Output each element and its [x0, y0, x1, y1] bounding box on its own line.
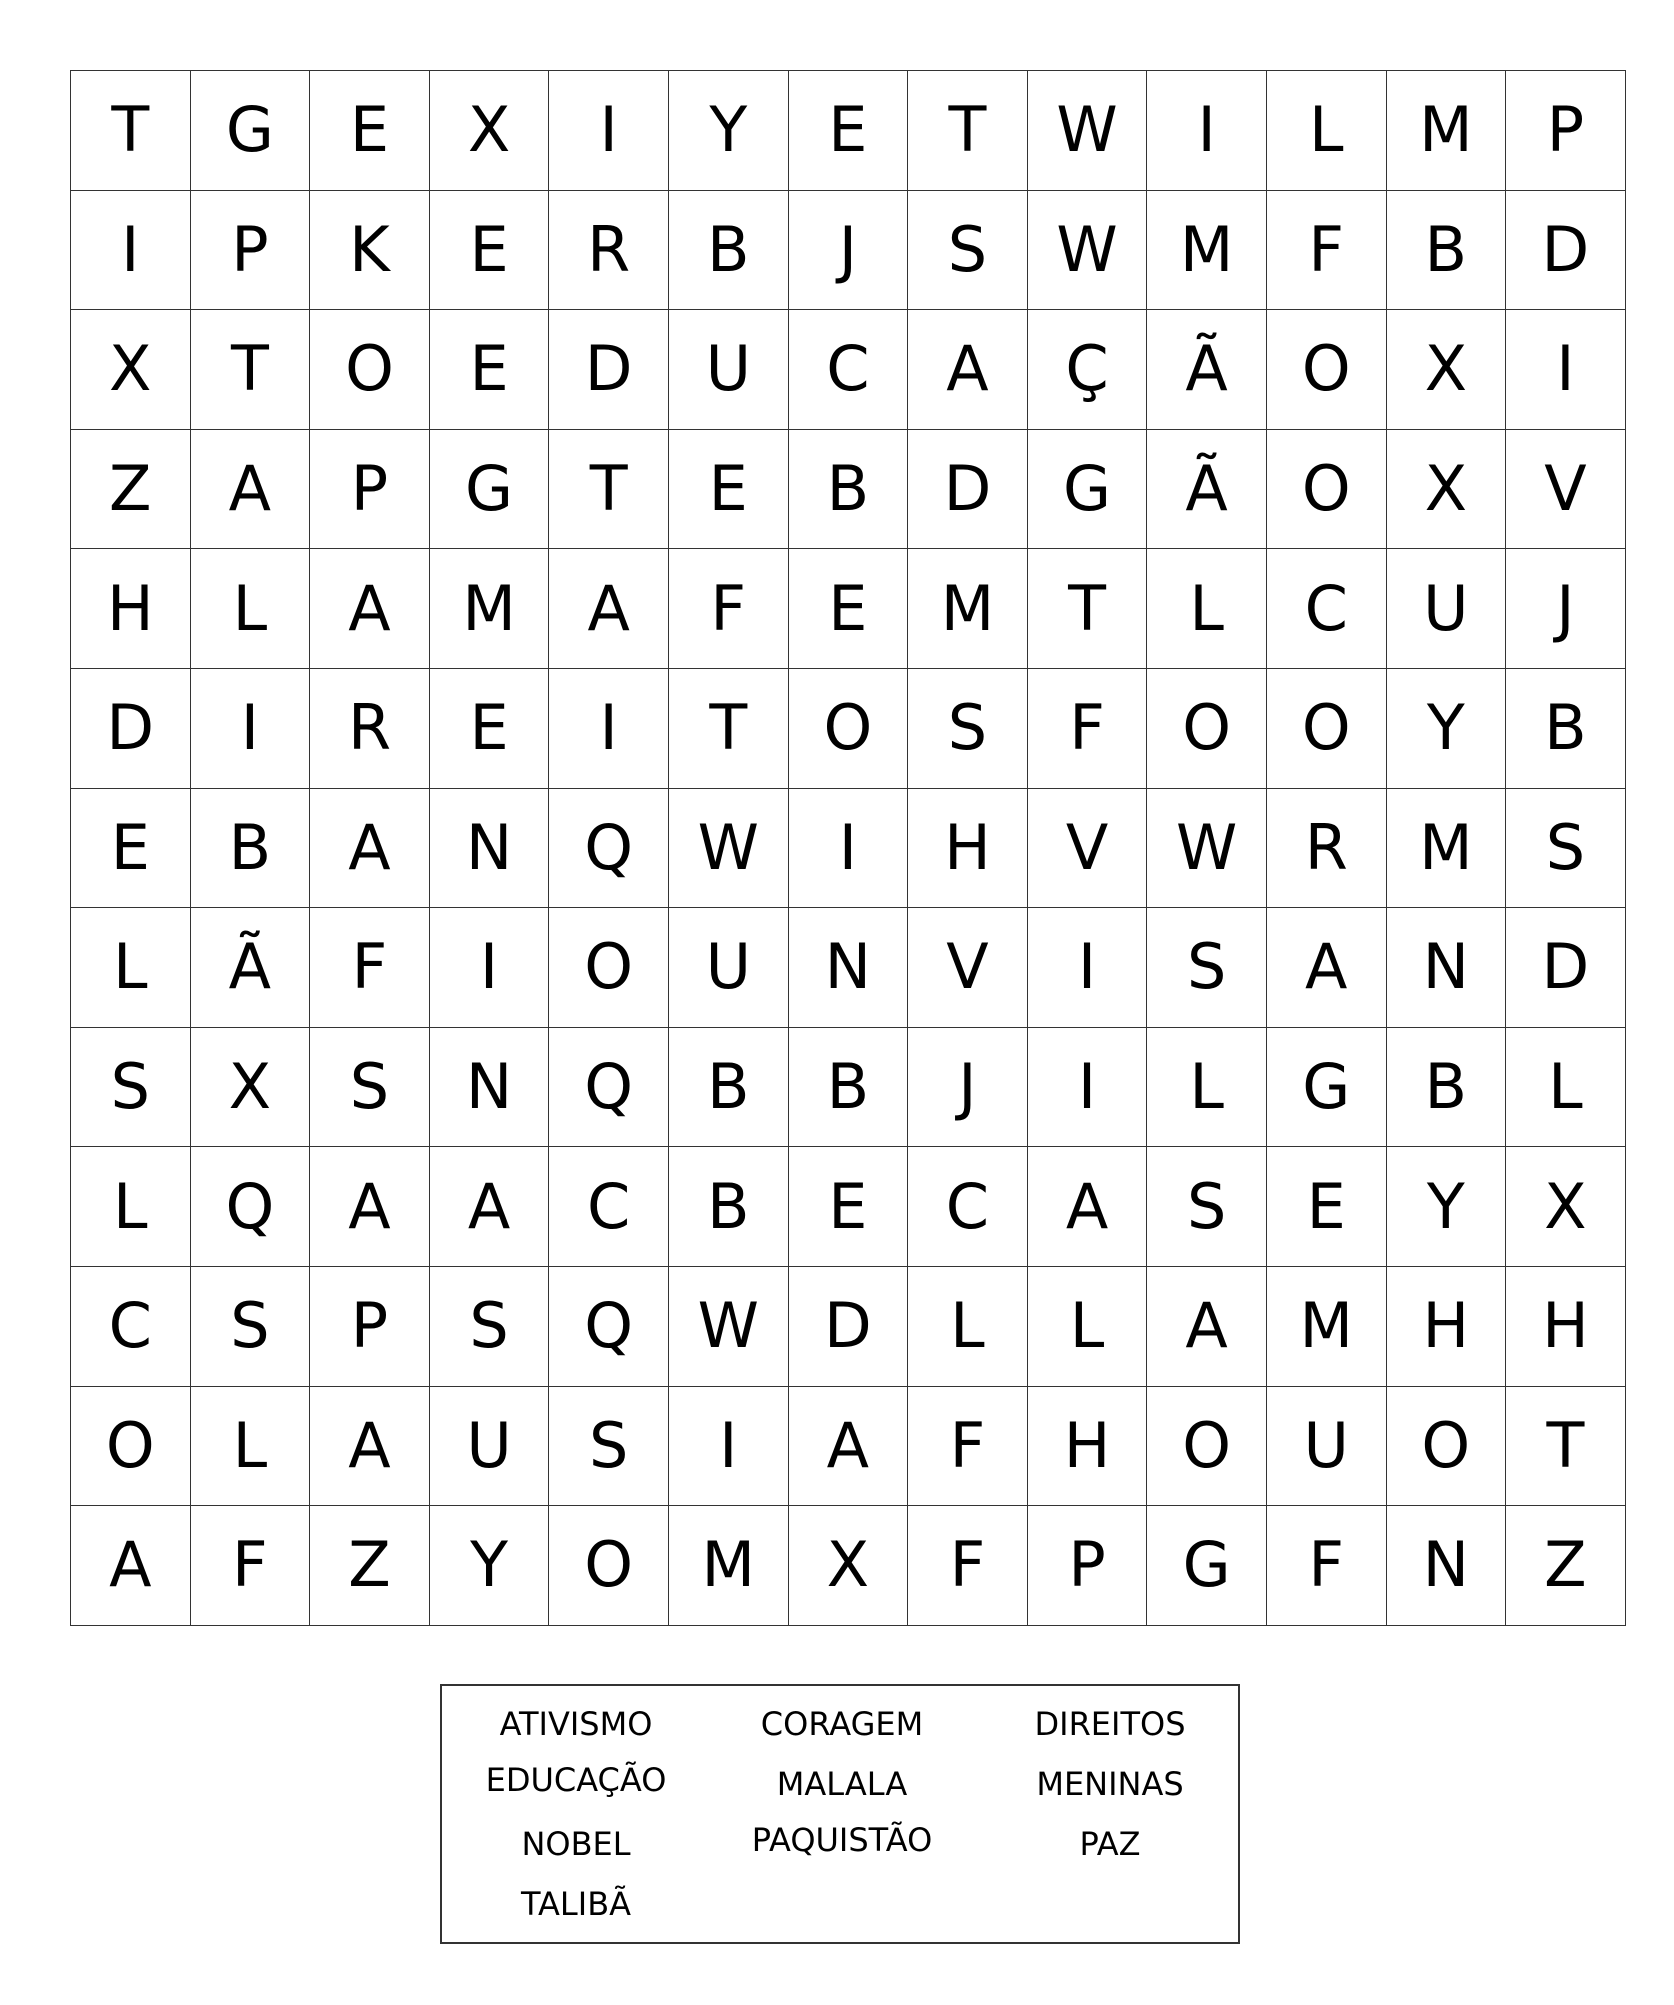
grid-cell[interactable]: L — [1266, 71, 1386, 191]
grid-cell[interactable]: E — [310, 71, 430, 191]
grid-cell[interactable]: I — [549, 668, 669, 788]
grid-cell[interactable]: T — [549, 429, 669, 549]
grid-cell[interactable]: N — [429, 1027, 549, 1147]
grid-cell[interactable]: P — [1027, 1506, 1147, 1626]
grid-cell[interactable]: F — [668, 549, 788, 669]
grid-cell[interactable]: B — [788, 1027, 908, 1147]
word-item: PAQUISTÃO — [751, 1821, 933, 1859]
grid-row — [71, 310, 1626, 430]
grid-cell[interactable]: L — [71, 908, 191, 1028]
grid-cell[interactable]: Q — [190, 1147, 310, 1267]
grid-cell[interactable]: L — [1147, 549, 1267, 669]
grid-cell[interactable]: D — [1506, 190, 1626, 310]
grid-cell[interactable]: U — [1266, 1386, 1386, 1506]
grid-cell[interactable]: V — [908, 908, 1028, 1028]
grid-cell[interactable]: W — [1027, 190, 1147, 310]
grid-cell[interactable]: P — [190, 190, 310, 310]
grid-row — [71, 1147, 1626, 1267]
grid-cell[interactable]: T — [668, 668, 788, 788]
grid-cell[interactable]: G — [190, 71, 310, 191]
grid-cell[interactable]: X — [71, 310, 191, 430]
grid-cell[interactable]: S — [310, 1027, 430, 1147]
grid-cell[interactable]: F — [1266, 190, 1386, 310]
grid-cell[interactable]: D — [908, 429, 1028, 549]
grid-cell[interactable]: A — [1147, 1266, 1267, 1386]
grid-row — [71, 788, 1626, 908]
grid-cell[interactable]: S — [908, 668, 1028, 788]
grid-cell[interactable]: J — [908, 1027, 1028, 1147]
grid-cell[interactable]: S — [429, 1266, 549, 1386]
grid-cell[interactable]: D — [71, 668, 191, 788]
grid-cell[interactable]: H — [1506, 1266, 1626, 1386]
grid-cell[interactable]: O — [71, 1386, 191, 1506]
word-item: PAZ — [1079, 1825, 1141, 1863]
grid-cell[interactable]: S — [908, 190, 1028, 310]
grid-cell[interactable]: M — [1386, 788, 1506, 908]
grid-cell[interactable]: M — [1147, 190, 1267, 310]
grid-cell[interactable]: O — [549, 1506, 669, 1626]
grid-cell[interactable]: U — [1386, 549, 1506, 669]
word-item: MENINAS — [1036, 1765, 1184, 1803]
grid-cell[interactable]: L — [1506, 1027, 1626, 1147]
grid-cell[interactable]: T — [1506, 1386, 1626, 1506]
grid-cell[interactable]: B — [668, 190, 788, 310]
grid-cell[interactable]: Ã — [1147, 310, 1267, 430]
grid-cell[interactable]: V — [1027, 788, 1147, 908]
grid-cell[interactable]: W — [668, 788, 788, 908]
grid-cell[interactable]: O — [1147, 668, 1267, 788]
grid-cell[interactable]: U — [668, 908, 788, 1028]
grid-cell[interactable]: P — [1506, 71, 1626, 191]
grid-cell[interactable]: N — [429, 788, 549, 908]
grid-cell[interactable]: X — [1386, 310, 1506, 430]
grid-cell[interactable]: B — [190, 788, 310, 908]
grid-cell[interactable]: H — [71, 549, 191, 669]
grid-cell[interactable]: A — [310, 549, 430, 669]
grid-cell[interactable]: A — [788, 1386, 908, 1506]
grid-cell[interactable]: D — [1506, 908, 1626, 1028]
grid-cell[interactable]: A — [310, 788, 430, 908]
grid-cell[interactable]: C — [549, 1147, 669, 1267]
grid-cell[interactable]: Y — [1386, 668, 1506, 788]
grid-row — [71, 1506, 1626, 1626]
grid-cell[interactable]: B — [788, 429, 908, 549]
grid-cell[interactable]: O — [1266, 668, 1386, 788]
grid-cell[interactable]: M — [1386, 71, 1506, 191]
grid-cell[interactable]: G — [1266, 1027, 1386, 1147]
grid-cell[interactable]: Y — [429, 1506, 549, 1626]
grid-cell[interactable]: S — [1506, 788, 1626, 908]
grid-cell[interactable]: I — [1027, 908, 1147, 1028]
grid-cell[interactable]: A — [71, 1506, 191, 1626]
grid-cell[interactable]: Q — [549, 1027, 669, 1147]
grid-cell[interactable]: B — [1506, 668, 1626, 788]
grid-cell[interactable]: O — [310, 310, 430, 430]
grid-cell[interactable]: M — [908, 549, 1028, 669]
grid-cell[interactable]: F — [1266, 1506, 1386, 1626]
grid-cell[interactable]: I — [668, 1386, 788, 1506]
word-item: ATIVISMO — [499, 1705, 653, 1743]
grid-cell[interactable]: X — [429, 71, 549, 191]
grid-cell[interactable]: O — [549, 908, 669, 1028]
grid-cell[interactable]: B — [668, 1027, 788, 1147]
grid-cell[interactable]: L — [908, 1266, 1028, 1386]
grid-cell[interactable]: N — [788, 908, 908, 1028]
grid-cell[interactable]: H — [1386, 1266, 1506, 1386]
grid-row — [71, 1027, 1626, 1147]
grid-cell[interactable]: S — [1147, 908, 1267, 1028]
grid-cell[interactable]: F — [190, 1506, 310, 1626]
grid-cell[interactable]: Y — [1386, 1147, 1506, 1267]
grid-cell[interactable]: H — [908, 788, 1028, 908]
grid-cell[interactable]: E — [429, 310, 549, 430]
grid-cell[interactable]: R — [549, 190, 669, 310]
grid-cell[interactable]: L — [190, 549, 310, 669]
grid-row — [71, 668, 1626, 788]
letter-grid-body — [71, 71, 1626, 1626]
grid-cell[interactable]: G — [1147, 1506, 1267, 1626]
grid-row — [71, 429, 1626, 549]
word-item: EDUCAÇÃO — [485, 1761, 667, 1799]
grid-cell[interactable]: T — [1027, 549, 1147, 669]
grid-cell[interactable]: I — [1147, 71, 1267, 191]
grid-cell[interactable]: C — [788, 310, 908, 430]
word-bank — [440, 1684, 1240, 1944]
grid-cell[interactable]: S — [71, 1027, 191, 1147]
grid-cell[interactable]: E — [429, 668, 549, 788]
grid-cell[interactable]: Q — [549, 788, 669, 908]
grid-cell[interactable]: E — [71, 788, 191, 908]
grid-row — [71, 1266, 1626, 1386]
word-item: NOBEL — [521, 1825, 631, 1863]
grid-cell[interactable]: I — [1027, 1027, 1147, 1147]
grid-cell[interactable]: H — [1027, 1386, 1147, 1506]
grid-cell[interactable]: B — [1386, 190, 1506, 310]
grid-cell[interactable]: E — [429, 190, 549, 310]
letter-grid — [70, 70, 1626, 1626]
word-item: DIREITOS — [1034, 1705, 1186, 1743]
grid-cell[interactable]: M — [1266, 1266, 1386, 1386]
grid-cell[interactable]: A — [429, 1147, 549, 1267]
grid-cell[interactable]: P — [310, 429, 430, 549]
grid-cell[interactable]: U — [429, 1386, 549, 1506]
grid-row — [71, 549, 1626, 669]
grid-cell[interactable]: I — [190, 668, 310, 788]
grid-cell[interactable]: E — [788, 549, 908, 669]
grid-cell[interactable]: Y — [668, 71, 788, 191]
grid-cell[interactable]: E — [788, 71, 908, 191]
grid-cell[interactable]: Z — [310, 1506, 430, 1626]
grid-cell[interactable]: O — [1147, 1386, 1267, 1506]
grid-cell[interactable]: I — [549, 71, 669, 191]
grid-cell[interactable]: O — [788, 668, 908, 788]
grid-cell[interactable]: U — [668, 310, 788, 430]
grid-cell[interactable]: P — [310, 1266, 430, 1386]
grid-cell[interactable]: F — [908, 1386, 1028, 1506]
grid-cell[interactable]: O — [1266, 310, 1386, 430]
grid-cell[interactable]: L — [190, 1386, 310, 1506]
grid-cell[interactable]: A — [190, 429, 310, 549]
grid-cell[interactable]: F — [908, 1506, 1028, 1626]
grid-cell[interactable]: Q — [549, 1266, 669, 1386]
grid-cell[interactable]: J — [788, 190, 908, 310]
grid-cell[interactable]: T — [71, 71, 191, 191]
grid-cell[interactable]: N — [1386, 1506, 1506, 1626]
word-item: CORAGEM — [760, 1705, 924, 1743]
grid-cell[interactable]: X — [1506, 1147, 1626, 1267]
grid-cell[interactable]: K — [310, 190, 430, 310]
grid-cell[interactable]: G — [429, 429, 549, 549]
grid-cell[interactable]: X — [1386, 429, 1506, 549]
grid-cell[interactable]: A — [1027, 1147, 1147, 1267]
grid-cell[interactable]: M — [668, 1506, 788, 1626]
grid-cell[interactable]: B — [668, 1147, 788, 1267]
grid-cell[interactable]: X — [190, 1027, 310, 1147]
grid-cell[interactable]: B — [1386, 1027, 1506, 1147]
grid-cell[interactable]: F — [310, 908, 430, 1028]
grid-cell[interactable]: Z — [71, 429, 191, 549]
grid-cell[interactable]: C — [908, 1147, 1028, 1267]
grid-cell[interactable]: I — [429, 908, 549, 1028]
grid-cell[interactable]: D — [788, 1266, 908, 1386]
grid-cell[interactable]: W — [1027, 71, 1147, 191]
grid-cell[interactable]: C — [71, 1266, 191, 1386]
grid-cell[interactable]: E — [788, 1147, 908, 1267]
grid-cell[interactable]: O — [1386, 1386, 1506, 1506]
grid-cell[interactable]: D — [549, 310, 669, 430]
grid-cell[interactable]: A — [549, 549, 669, 669]
grid-row — [71, 71, 1626, 191]
grid-cell[interactable]: N — [1386, 908, 1506, 1028]
grid-cell[interactable]: M — [429, 549, 549, 669]
grid-cell[interactable]: G — [1027, 429, 1147, 549]
grid-cell[interactable]: I — [1506, 310, 1626, 430]
grid-cell[interactable]: A — [908, 310, 1028, 430]
grid-cell[interactable]: A — [1266, 908, 1386, 1028]
grid-cell[interactable]: T — [908, 71, 1028, 191]
grid-cell[interactable]: L — [71, 1147, 191, 1267]
grid-cell[interactable]: C — [1266, 549, 1386, 669]
grid-cell[interactable]: A — [310, 1147, 430, 1267]
grid-cell[interactable]: Ã — [190, 908, 310, 1028]
grid-cell[interactable]: E — [1266, 1147, 1386, 1267]
grid-cell[interactable]: T — [190, 310, 310, 430]
grid-cell[interactable]: F — [1027, 668, 1147, 788]
grid-cell[interactable]: X — [788, 1506, 908, 1626]
grid-cell[interactable]: Ã — [1147, 429, 1267, 549]
grid-cell[interactable]: R — [1266, 788, 1386, 908]
grid-cell[interactable]: E — [668, 429, 788, 549]
grid-cell[interactable]: Z — [1506, 1506, 1626, 1626]
grid-cell[interactable]: S — [1147, 1147, 1267, 1267]
grid-cell[interactable]: S — [190, 1266, 310, 1386]
grid-cell[interactable]: R — [310, 668, 430, 788]
grid-cell[interactable]: Ç — [1027, 310, 1147, 430]
grid-row — [71, 908, 1626, 1028]
grid-cell[interactable]: I — [788, 788, 908, 908]
grid-row — [71, 190, 1626, 310]
grid-cell[interactable]: W — [1147, 788, 1267, 908]
grid-cell[interactable]: W — [668, 1266, 788, 1386]
grid-row — [71, 1386, 1626, 1506]
grid-cell[interactable]: S — [549, 1386, 669, 1506]
grid-cell[interactable]: O — [1266, 429, 1386, 549]
word-item: MALALA — [776, 1765, 908, 1803]
grid-cell[interactable]: L — [1027, 1266, 1147, 1386]
grid-cell[interactable]: V — [1506, 429, 1626, 549]
grid-cell[interactable]: L — [1147, 1027, 1267, 1147]
word-item: TALIBÃ — [520, 1885, 632, 1923]
grid-cell[interactable]: I — [71, 190, 191, 310]
grid-cell[interactable]: A — [310, 1386, 430, 1506]
grid-cell[interactable]: J — [1506, 549, 1626, 669]
